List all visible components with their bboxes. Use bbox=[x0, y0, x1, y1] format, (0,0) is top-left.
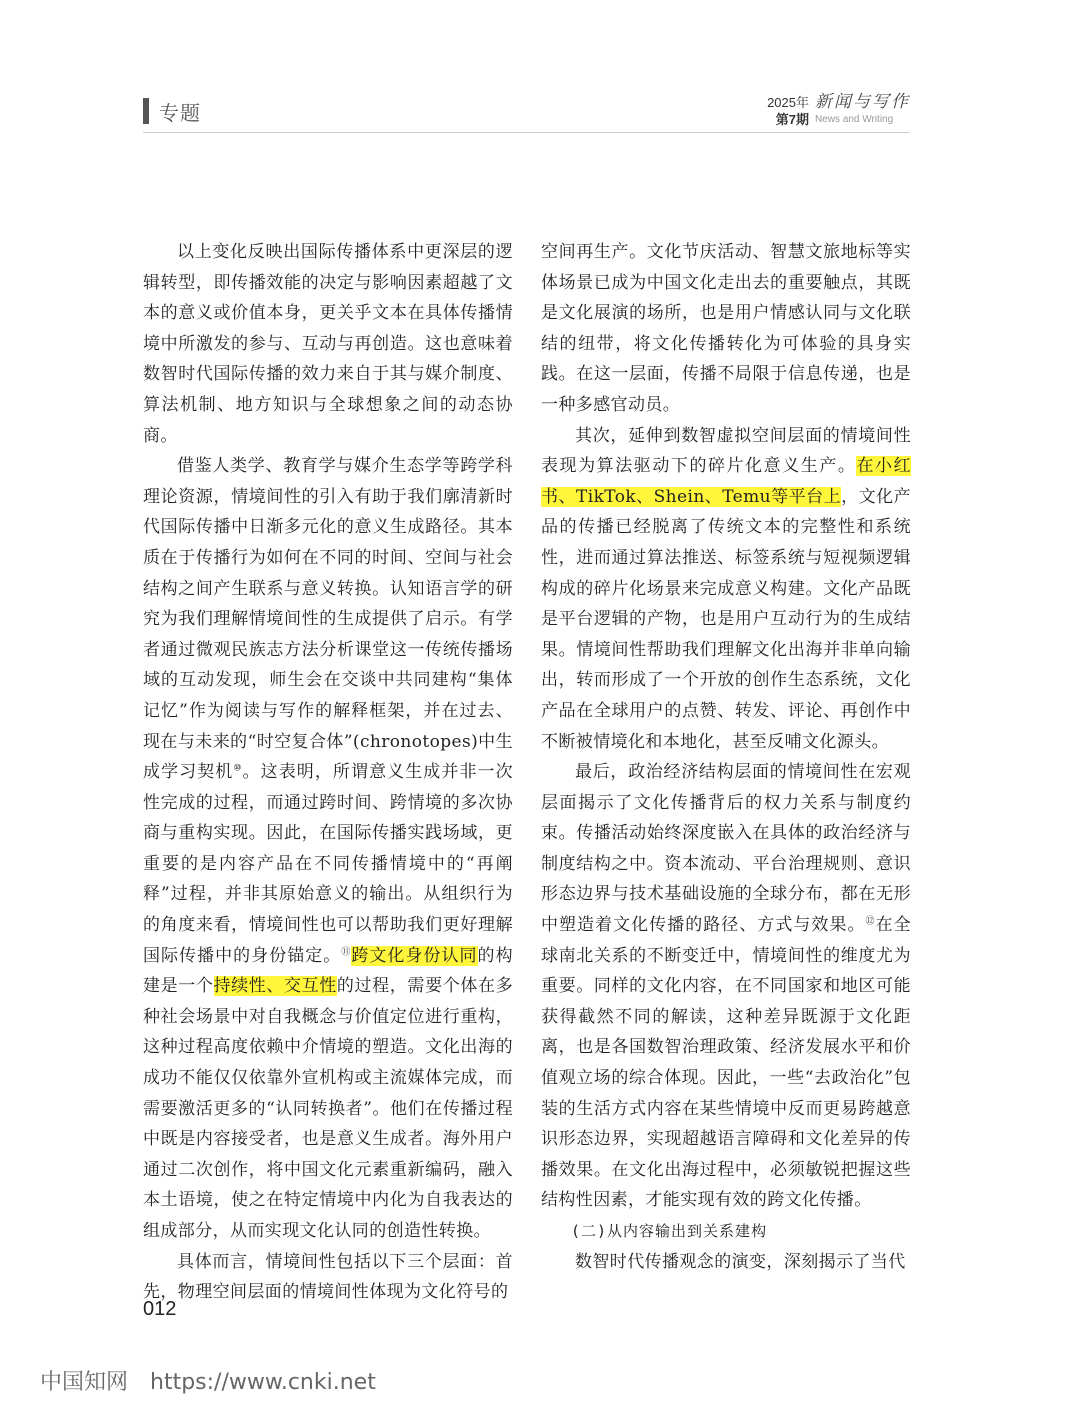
magazine-logo bbox=[815, 94, 910, 128]
paragraph: 借鉴人类学、教育学与媒介生态学等跨学科理论资源，情境间性的引入有助于我们廓清新时代国际传播中日渐多元化的意义生成路径。其本质在于传播行为如何在不同的时间、空间与社会结构之间产生联系与意义转换。认知语言学的研究为我们理解情境间性的生成提供了启示。有学者通过微观民族志方法分析课堂这一传统传播场域的互动发现，师生会在交谈中共同建构“集体记忆”作为阅读与写作的解释框架，并在过去、现在与未来的“时空复合体”(chronotopes)中生成学习契机⑩。这表明，所谓意义生成并非一次性完成的过程，而通过跨时间、跨情境的多次协商与重构实现。因此，在国际传播实践场域，更重要的是内容产品在不同传播情境中的“再阐释”过程，并非其原始意义的输出。从组织行为的角度来看，情境间性也可以帮助我们更好理解国际传播中的身份锚定。⑪跨文化身份认同的构建是一个持续性、交互性的过程，需要个体在多种社会场景中对自我概念与价值定位进行重构，这种过程高度依赖中介情境的塑造。文化出海的成功不能仅仅依靠外宣机构或主流媒体完成，而需要激活更多的“认同转换者”。他们在传播过程中既是内容接受者，也是意义生成者。海外用户通过二次创作，将中国文化元素重新编码，融入本土语境，使之在特定情境中内化为自我表达的组成部分，从而实现文化认同的创造性转换。 bbox=[143, 456, 514, 1241]
paragraph: 空间再生产。文化节庆活动、智慧文旅地标等实体场景已成为中国文化走出去的重要触点，其既是文化展演的场所，也是用户情感认同与文化联结的纽带，将文化传播转化为可体验的具身实践。在这一层面，传播不局限于信息传递，也是一种多感官动员。 bbox=[541, 242, 911, 415]
cnki-url[interactable]: https://www.cnki.net bbox=[150, 1370, 376, 1395]
issue-year: 2025年 bbox=[767, 95, 809, 110]
paragraph: 其次，延伸到数智虚拟空间层面的情境间性表现为算法驱动下的碎片化意义生产。在小红书、TikTok、Shein、Temu等平台上，文化产品的传播已经脱离了传统文本的完整性和系统性，进而通过算法推送、标签系统与短视频逻辑构成的碎片化场景来完成意义构建。文化产品既是平台逻辑的产物，也是用户互动行为的生成结果。情境间性帮助我们理解文化出海并非单向输出，转而形成了一个开放的创作生态系统，文化产品在全球用户的点赞、转发、评论、再创作中不断被情境化和本地化，甚至反哺文化源头。 bbox=[541, 425, 911, 752]
cnki-brand: 中国知网 bbox=[40, 1370, 129, 1395]
paragraph: 具体而言，情境间性包括以下三个层面：首先，物理空间层面的情境间性体现为文化符号的 bbox=[143, 1251, 513, 1303]
paragraph: 最后，政治经济结构层面的情境间性在宏观层面揭示了文化传播背后的权力关系与制度约束。传播活动始终深度嵌入在具体的政治经济与制度结构之中。资本流动、平台治理规则、意识形态边界与技术基础设施的全球分布，都在无形中塑造着文化传播的路径、方式与效果。⑫在全球南北关系的不断变迁中，情境间性的维度尤为重要。同样的文化内容，在不同国家和地区可能获得截然不同的解读，这种差异既源于文化距离，也是各国数智治理政策、经济发展水平和价值观立场的综合体现。因此，一些“去政治化”包装的生活方式内容在某些情境中反而更易跨越意识形态边界，实现超越语言障碍和文化差异的传播效果。在文化出海过程中，必须敏锐把握这些结构性因素，才能实现有效的跨文化传播。 bbox=[541, 762, 911, 1211]
magazine-title: 新闻与写作 bbox=[815, 92, 910, 112]
highlighted-text: 跨文化身份认同 bbox=[351, 945, 478, 966]
footnote-ref: ⑩ bbox=[233, 763, 243, 774]
watermark-footer bbox=[40, 1365, 376, 1396]
highlighted-text: 持续性、交互性 bbox=[213, 976, 337, 997]
footnote-ref: ⑪ bbox=[341, 947, 352, 957]
section-marker-bar bbox=[143, 98, 149, 124]
right-column bbox=[541, 237, 911, 1277]
header-divider bbox=[143, 132, 910, 133]
paragraph: 数智时代传播观念的演变，深刻揭示了当代 bbox=[575, 1251, 906, 1272]
magazine-english-title: News and Writing bbox=[815, 114, 894, 125]
paragraph: 以上变化反映出国际传播体系中更深层的逻辑转型，即传播效能的决定与影响因素超越了文本的意义或价值本身，更关乎文本在具体传播情境中所激发的参与、互动与再创造。这也意味着数智时代国际传播的效力来自于其与媒介制度、算法机制、地方知识与全球想象之间的动态协商。 bbox=[143, 242, 513, 446]
section-label: 专题 bbox=[159, 100, 201, 125]
left-column bbox=[143, 237, 513, 1308]
subsection-heading: (二)从内容输出到关系建构 bbox=[571, 1222, 768, 1240]
journal-masthead bbox=[767, 94, 910, 128]
page-number: 012 bbox=[143, 1298, 177, 1320]
highlighted-text: 在小红书、TikTok、Shein、Temu等平台上 bbox=[541, 456, 911, 507]
section-header bbox=[143, 96, 201, 126]
issue-number: 第7期 bbox=[775, 112, 809, 127]
footnote-ref: ⑫ bbox=[865, 916, 876, 927]
